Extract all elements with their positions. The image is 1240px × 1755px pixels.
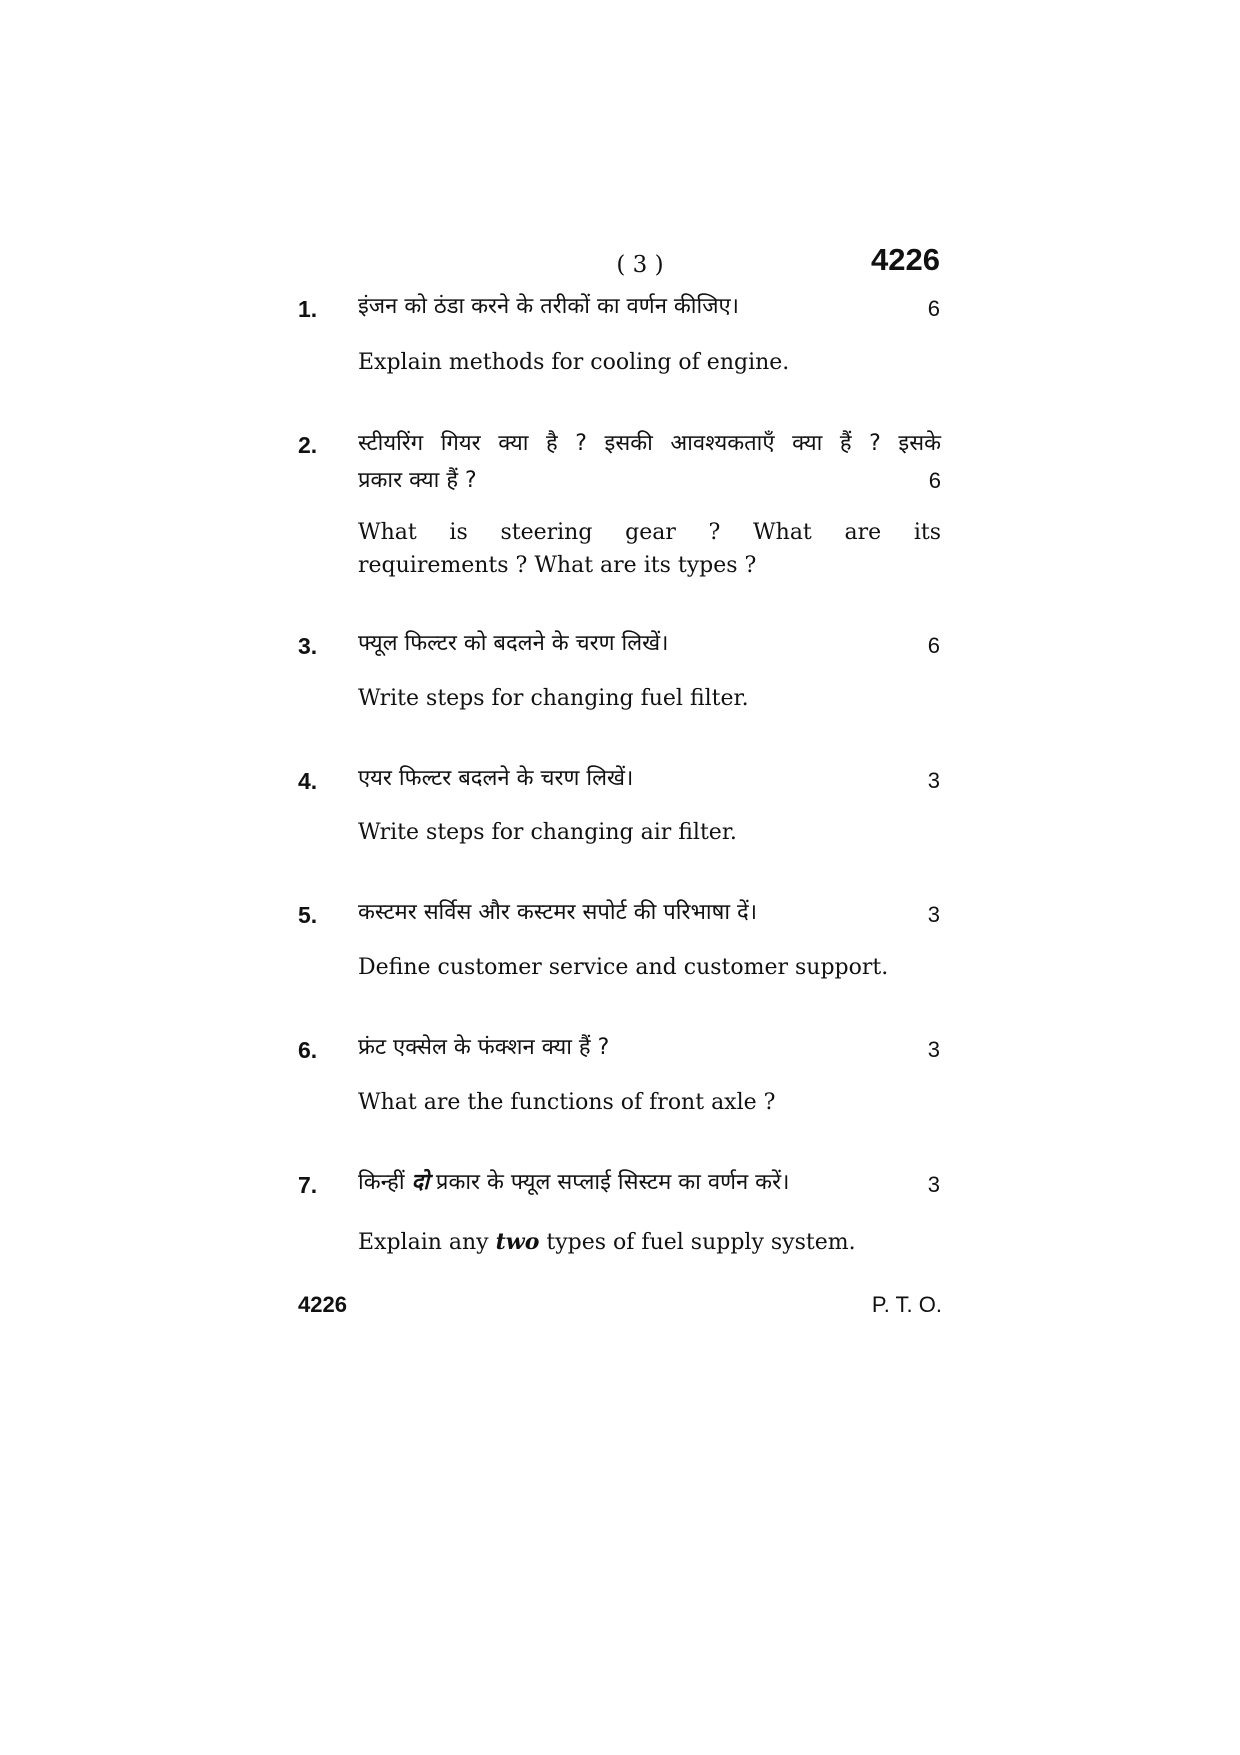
question-english: Write steps for changing air filter. xyxy=(358,820,737,845)
question-english: Define customer service and customer support. xyxy=(358,955,889,980)
paper-code: 4226 xyxy=(871,242,940,277)
question-number: 7. xyxy=(298,1172,318,1198)
question-number: 4. xyxy=(298,768,318,794)
page-number: ( 3 ) xyxy=(616,252,664,278)
question-english: What are the functions of front axle ? xyxy=(358,1090,776,1115)
question-hindi: फ्रंट एक्सेल के फंक्शन क्या हैं ? xyxy=(358,1035,610,1060)
question-number: 2. xyxy=(298,432,318,458)
question-number: 1. xyxy=(298,296,318,322)
question-english-emphasis: two xyxy=(495,1229,540,1255)
question-marks: 3 xyxy=(927,1172,940,1197)
please-turn-over: P. T. O. xyxy=(871,1292,942,1317)
question-hindi-pre: किन्हीं xyxy=(358,1170,412,1195)
question-hindi: फ्यूल फिल्टर को बदलने के चरण लिखें। xyxy=(358,631,669,656)
question-hindi: एयर फिल्टर बदलने के चरण लिखें। xyxy=(358,766,634,791)
question-english: Explain methods for cooling of engine. xyxy=(358,350,790,375)
question-hindi: इंजन को ठंडा करने के तरीकों का वर्णन कीजिए। xyxy=(358,294,740,319)
question-english xyxy=(358,1226,856,1259)
question-marks: 6 xyxy=(927,633,940,658)
question-hindi xyxy=(358,1166,789,1200)
question-number: 5. xyxy=(298,902,318,928)
question-hindi-line-2 xyxy=(358,463,941,498)
question-hindi: कस्टमर सर्विस और कस्टमर सपोर्ट की परिभाषा दें। xyxy=(358,900,758,925)
question-marks: 3 xyxy=(927,768,940,793)
question-marks: 6 xyxy=(927,296,940,321)
question-marks: 6 xyxy=(928,468,941,493)
question-english: Write steps for changing fuel filter. xyxy=(358,686,749,711)
question-hindi-post: प्रकार के फ्यूल सप्लाई सिस्टम का वर्णन करें। xyxy=(428,1170,790,1195)
question-hindi: स्टीयरिंग गियर क्या है ? इसकी आवश्यकताएँ क्या हैं ? इसके xyxy=(358,431,941,456)
question-english-pre: Explain any xyxy=(358,1230,496,1255)
question-number: 3. xyxy=(298,633,318,659)
question-marks: 3 xyxy=(927,902,940,927)
footer-paper-code: 4226 xyxy=(298,1292,347,1317)
question-marks: 3 xyxy=(927,1037,940,1062)
question-english-post: types of fuel supply system. xyxy=(539,1230,856,1255)
question-english-line-2: requirements ? What are its types ? xyxy=(358,553,757,578)
question-number: 6. xyxy=(298,1037,318,1063)
question-hindi-text: प्रकार क्या हैं ? xyxy=(358,468,477,493)
question-english: What is steering gear ? What are its xyxy=(358,520,941,545)
question-hindi-emphasis: दो xyxy=(411,1170,429,1195)
